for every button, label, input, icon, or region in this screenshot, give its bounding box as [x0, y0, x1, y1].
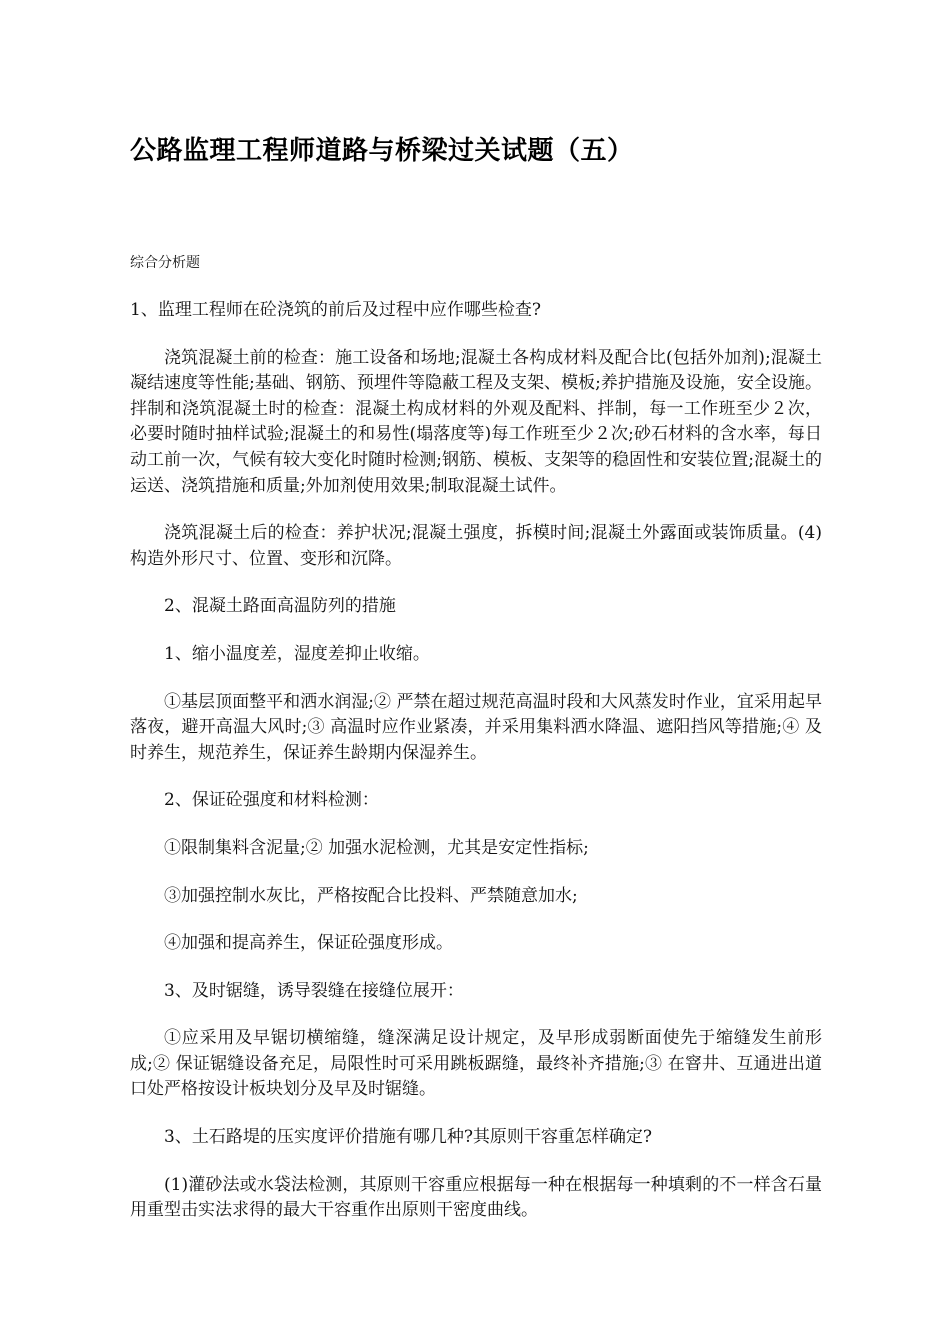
question-3: 3、土石路堤的压实度评价措施有哪几种?其原则干容重怎样确定? — [164, 1127, 653, 1148]
measure-2-2-heading: 2、保证砼强度和材料检测： — [164, 790, 379, 811]
measure-2-2-item-3: ④加强和提高养生，保证砼强度形成。 — [164, 933, 453, 954]
section-label: 综合分析题 — [130, 255, 200, 271]
document-title: 公路监理工程师道路与桥梁过关试题（五） — [130, 136, 634, 166]
answer-1-after-pouring: 浇筑混凝土后的检查：养护状况;混凝土强度，拆模时间;混凝土外露面或装饰质量。(4)构造外形尺寸、位置、变形和沉降。 — [130, 523, 822, 569]
document-body — [130, 250, 822, 1224]
answer-1-before-pouring: 浇筑混凝土前的检查：施工设备和场地;混凝土各构成材料及配合比(包括外加剂);混凝土凝结速度等性能;基础、钢筋、预埋件等隐蔽工程及支架、模板;养护措施及设施，安全设施。拌制和浇筑混凝土时的检查：混凝土构成材料的外观及配料、拌制，每一工作班至少２次，必要时随时抽样试验;混凝土的和易性(塌落度等)每工作班至少２次;砂石材料的含水率，每日动工前一次，气候有较大变化时随时检测;钢筋、模板、支架等的稳固性和安装位置;混凝土的运送、浇筑措施和质量;外加剂使用效果;制取混凝土试件。 — [130, 347, 822, 496]
measure-2-1-heading: 1、缩小温度差，湿度差抑止收缩。 — [164, 643, 430, 664]
measure-2-3-heading: 3、及时锯缝，诱导裂缝在接缝位展开： — [164, 980, 464, 1001]
measure-2-3-detail: ①应采用及早锯切横缩缝，缝深满足设计规定，及早形成弱断面使先于缩缝发生前形成;② 保证锯缝设备充足，局限性时可采用跳板踞缝，最终补齐措施;③ 在窨井、互通进出道口处严格按设计板块划分及早及时锯缝。 — [130, 1028, 822, 1100]
question-2: 2、混凝土路面高温防列的措施 — [164, 596, 396, 617]
measure-2-2-item-1: ①限制集料含泥量;② 加强水泥检测，尤其是安定性指标; — [164, 837, 589, 858]
measure-2-1-detail: ①基层顶面整平和洒水润湿;② 严禁在超过规范高温时段和大风蒸发时作业，宜采用起早落夜，避开高温大风时;③ 高温时应作业紧凑，并采用集料洒水降温、遮阳挡风等措施;④ 及时养生，规范养生，保证养生龄期内保湿养生。 — [130, 691, 822, 763]
measure-2-2-item-2: ③加强控制水灰比，严格按配合比投料、严禁随意加水; — [164, 885, 578, 906]
question-1: 1、监理工程师在砼浇筑的前后及过程中应作哪些检查? — [130, 300, 541, 320]
answer-3-method-1: (1)灌砂法或水袋法检测，其原则干容重应根据每一种在根据每一种填剩的不一样含石量用重型击实法求得的最大干容重作出原则干密度曲线。 — [130, 1174, 822, 1221]
